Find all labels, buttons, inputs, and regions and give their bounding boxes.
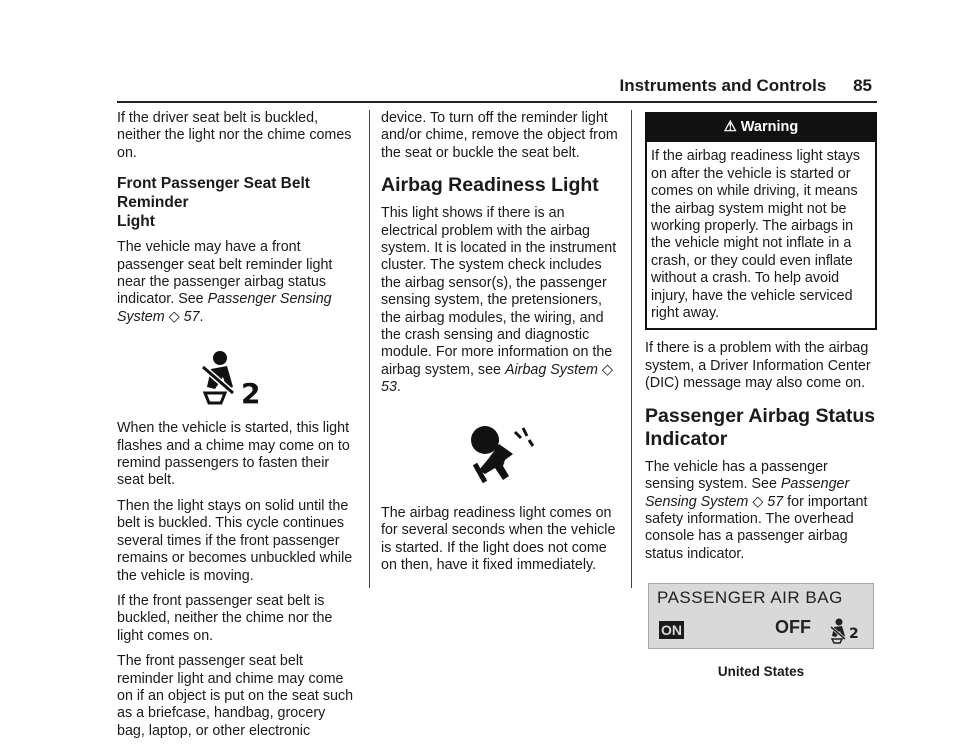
- airbag-icon-container: [381, 405, 619, 505]
- paragraph: If the front passenger seat belt is buckled, neither the chime nor the light comes on.: [117, 592, 333, 644]
- paragraph: Then the light stays on solid until the belt is buckled. This cycle continues several times if the front passenger remains or becomes unbuckled while the vehicle is moving.: [117, 497, 353, 584]
- heading-line: Front Passenger Seat Belt Reminder: [117, 175, 310, 212]
- paragraph: When the vehicle is started, this light flashes and a chime may come on to remind passengers to fasten their seat belt.: [117, 420, 350, 489]
- cross-reference-link[interactable]: Passenger Sensing System: [645, 476, 850, 510]
- column-1: [117, 110, 357, 748]
- column-divider: [631, 110, 632, 588]
- section-heading: Passenger Airbag Status Indicator: [645, 404, 876, 450]
- heading-line: Light: [117, 213, 155, 231]
- text: The vehicle may have a front passenger seat belt reminder light near the passenger airbag status indicator. See: [117, 239, 333, 308]
- panel-on-indicator: ON: [661, 622, 682, 639]
- page-reference-number[interactable]: 57: [183, 308, 200, 325]
- airbag-readiness-icon: [465, 424, 535, 486]
- header-rule: [117, 101, 877, 103]
- section-title: Instruments and Controls: [619, 76, 827, 95]
- airbag-status-panel: [648, 583, 874, 649]
- seatbelt-icon-label: 2: [241, 377, 261, 406]
- seatbelt-reminder-icon: [197, 349, 277, 405]
- warning-body: If the airbag readiness light stays on after the vehicle is started or comes on while driving, it means the airbag system might not be working properly. The airbags in the vehicle might not inflate in a crash, or they could even inflate without a crash. To help avoid injury, have the vehicle serviced right away.: [651, 148, 861, 322]
- text: This light shows if there is an electrical problem with the airbag system. It is located in the instrument cluster. The system check includes the airbag sensor(s), the passenger sensing system, the pretensioners, the airbag modules, the wiring, and the crash sensing and diagnostic module. For more information on the airbag system, see: [381, 205, 617, 378]
- column-2: [381, 110, 619, 582]
- cross-reference-link[interactable]: Airbag System: [504, 361, 598, 378]
- paragraph: This light shows if there is an electrical problem with the airbag system. It is located in the instrument cluster. The system check includes the airbag sensor(s), the passenger sensing system, the pretensioners, the airbag modules, the wiring, and the crash sensing and diagnostic module. For more information on the airbag system, see Airbag System ◇ 53.: [381, 205, 617, 396]
- paragraph: The front passenger seat belt reminder light and chime may come on if an object is put on the seat such as a briefcase, handbag, grocery bag, laptop, or other electronic: [117, 653, 354, 739]
- panel-off-indicator: OFF: [775, 617, 811, 638]
- paragraph: The airbag readiness light comes on for several seconds when the vehicle is started. If the light does not come on then, have it fixed immediately.: [381, 504, 616, 573]
- paragraph: If the driver seat belt is buckled, neither the light nor the chime comes on.: [117, 110, 352, 161]
- paragraph: device. To turn off the reminder light and/or chime, remove the object from the seat or buckle the seat belt.: [381, 110, 618, 161]
- page-reference-icon: ◇: [168, 308, 180, 325]
- section-heading: [117, 174, 357, 231]
- figure-caption: United States: [717, 664, 805, 680]
- seatbelt-icon-container: [117, 334, 357, 420]
- paragraph: The vehicle may have a front passenger seat belt reminder light near the passenger airbag status indicator. See Passenger Sensing System ◇ 57.: [117, 239, 333, 325]
- panel-icon-label: 2: [849, 626, 859, 643]
- warning-box: [645, 112, 877, 330]
- warning-triangle-icon: ⚠: [723, 119, 737, 135]
- paragraph: [645, 459, 877, 563]
- column-divider: [369, 110, 370, 588]
- page-reference-number[interactable]: 57: [767, 493, 784, 510]
- page-header: [619, 76, 872, 96]
- text: The vehicle has a passenger sensing system. See: [645, 458, 828, 493]
- section-heading: Airbag Readiness Light: [381, 174, 599, 197]
- paragraph: If there is a problem with the airbag system, a Driver Information Center (DIC) message may also come on.: [645, 340, 871, 392]
- cross-reference-link[interactable]: Passenger Sensing System: [117, 291, 332, 325]
- page-reference-icon: ◇: [601, 361, 613, 378]
- column-3: [645, 110, 877, 681]
- seatbelt-reminder-icon: [829, 618, 865, 644]
- panel-title: PASSENGER AIR BAG: [657, 588, 843, 608]
- text: for important safety information. The overhead console has a passenger airbag status indicator.: [645, 493, 868, 562]
- page-reference-icon: ◇: [752, 493, 764, 510]
- page-reference-number[interactable]: 53: [381, 379, 397, 396]
- warning-header: [647, 114, 875, 142]
- warning-title: Warning: [740, 119, 799, 135]
- page-number: 85: [853, 76, 872, 95]
